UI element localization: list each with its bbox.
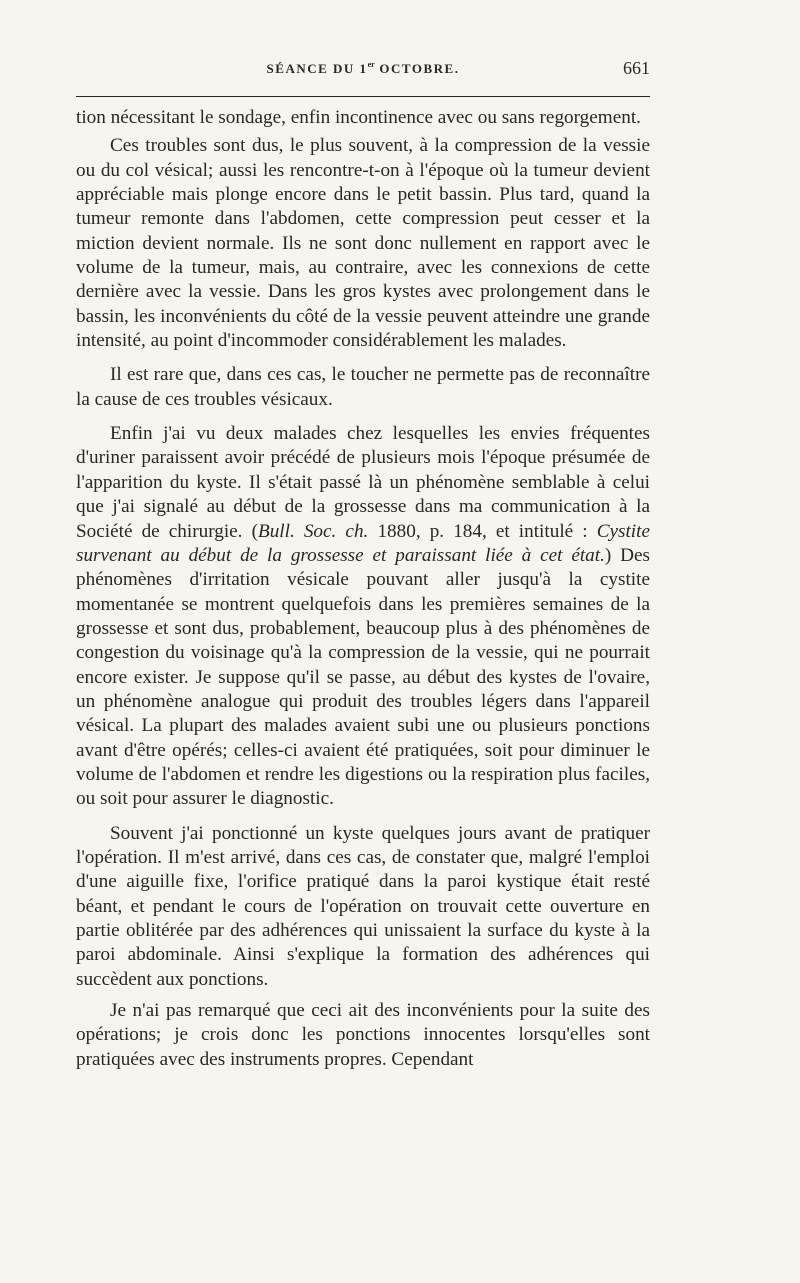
running-title-tail: OCTOBRE. <box>374 61 460 76</box>
paragraph-4 <box>76 422 650 812</box>
citation-reference: 1880, p. 184, et intitulé : <box>368 520 597 542</box>
paragraph-5: Souvent j'ai ponctionné un kyste quelques jours avant de pratiquer l'opération. Il m'est arrivé, dans ces cas, de constater que, malgré l'emploi d'une aiguille fixe, l'orifice pratiqué dans la paroi kystique était resté béant, et pendant le cours de l'opération on trouvait cette ouverture en partie oblitérée par des adhérences qui unissaient la surface du kyste à la paroi abdominale. Ainsi s'explique la formation des adhérences qui succèdent aux ponctions. <box>76 822 650 990</box>
citation-journal: Bull. Soc. ch. <box>257 520 369 542</box>
body-text <box>76 106 650 1082</box>
running-title-text: SÉANCE DU 1 <box>266 61 368 76</box>
paragraph-4-text-after: ) Des phénomènes d'irritation vésicale pouvant aller jusqu'à la cystite momentanée se montrent quelquefois dans les premières semaines de la grossesse et sont dus, probablement, beaucoup plus à des phénomènes de congestion du voisinage qu'à la compression de la vessie, qui ne pourrait encore exister. Je suppose qu'il se passe, au début des kystes de l'ovaire, un phénomène analogue qui produit des troubles légers dans l'appareil vésical. La plupart des malades avaient subi une ou plusieurs ponctions avant d'être opérés; celles-ci avaient été pratiquées, soit pour diminuer le volume de l'abdomen et rendre les digestions ou la respiration plus faciles, ou soit pour assurer le diagnostic. <box>76 544 650 810</box>
paragraph-1: tion nécessitant le sondage, enfin incontinence avec ou sans regorgement. <box>76 107 641 128</box>
paragraph-6: Je n'ai pas remarqué que ceci ait des inconvénients pour la suite des opérations; je crois donc les ponctions innocentes lorsqu'elles sont pratiquées avec des instruments propres. Cependant <box>76 1000 650 1070</box>
header-rule <box>76 96 650 97</box>
page-header <box>76 58 650 88</box>
page-number: 661 <box>623 58 650 78</box>
paragraph-2: Ces troubles sont dus, le plus souvent, à la compression de la vessie ou du col vésical; aussi les rencontre-t-on à l'époque où la tumeur devient appréciable mais plonge encore dans le petit bassin. Plus tard, quand la tumeur remonte dans l'abdomen, cette compression peut cesser et la miction devient normale. Ils ne sont donc nullement en rapport avec le volume de la tumeur, mais, au contraire, avec les connexions de cette dernière avec la vessie. Dans les gros kystes avec prolongement dans le bassin, les inconvénients du côté de la vessie peuvent atteindre une grande intensité, au point d'incommoder considérablement les malades. <box>76 135 650 352</box>
paragraph-4-text-before: Enfin j'ai vu deux malades chez lesquelles les envies fréquentes d'uriner paraissent avoir précédé de plusieurs mois l'époque présumée de l'apparition du kyste. Il s'était passé là un phénomène semblable à celui que j'ai signalé au début de la grossesse dans ma communication à la Société de chirurgie. ( <box>76 423 650 542</box>
running-title <box>76 60 650 77</box>
citation-title: Cystite survenant au début de la grossesse et paraissant liée à cet état. <box>76 520 650 566</box>
running-title-superscript: er <box>367 60 375 69</box>
paragraph-3: Il est rare que, dans ces cas, le toucher ne permette pas de reconnaître la cause de ces troubles vésicaux. <box>76 364 650 410</box>
